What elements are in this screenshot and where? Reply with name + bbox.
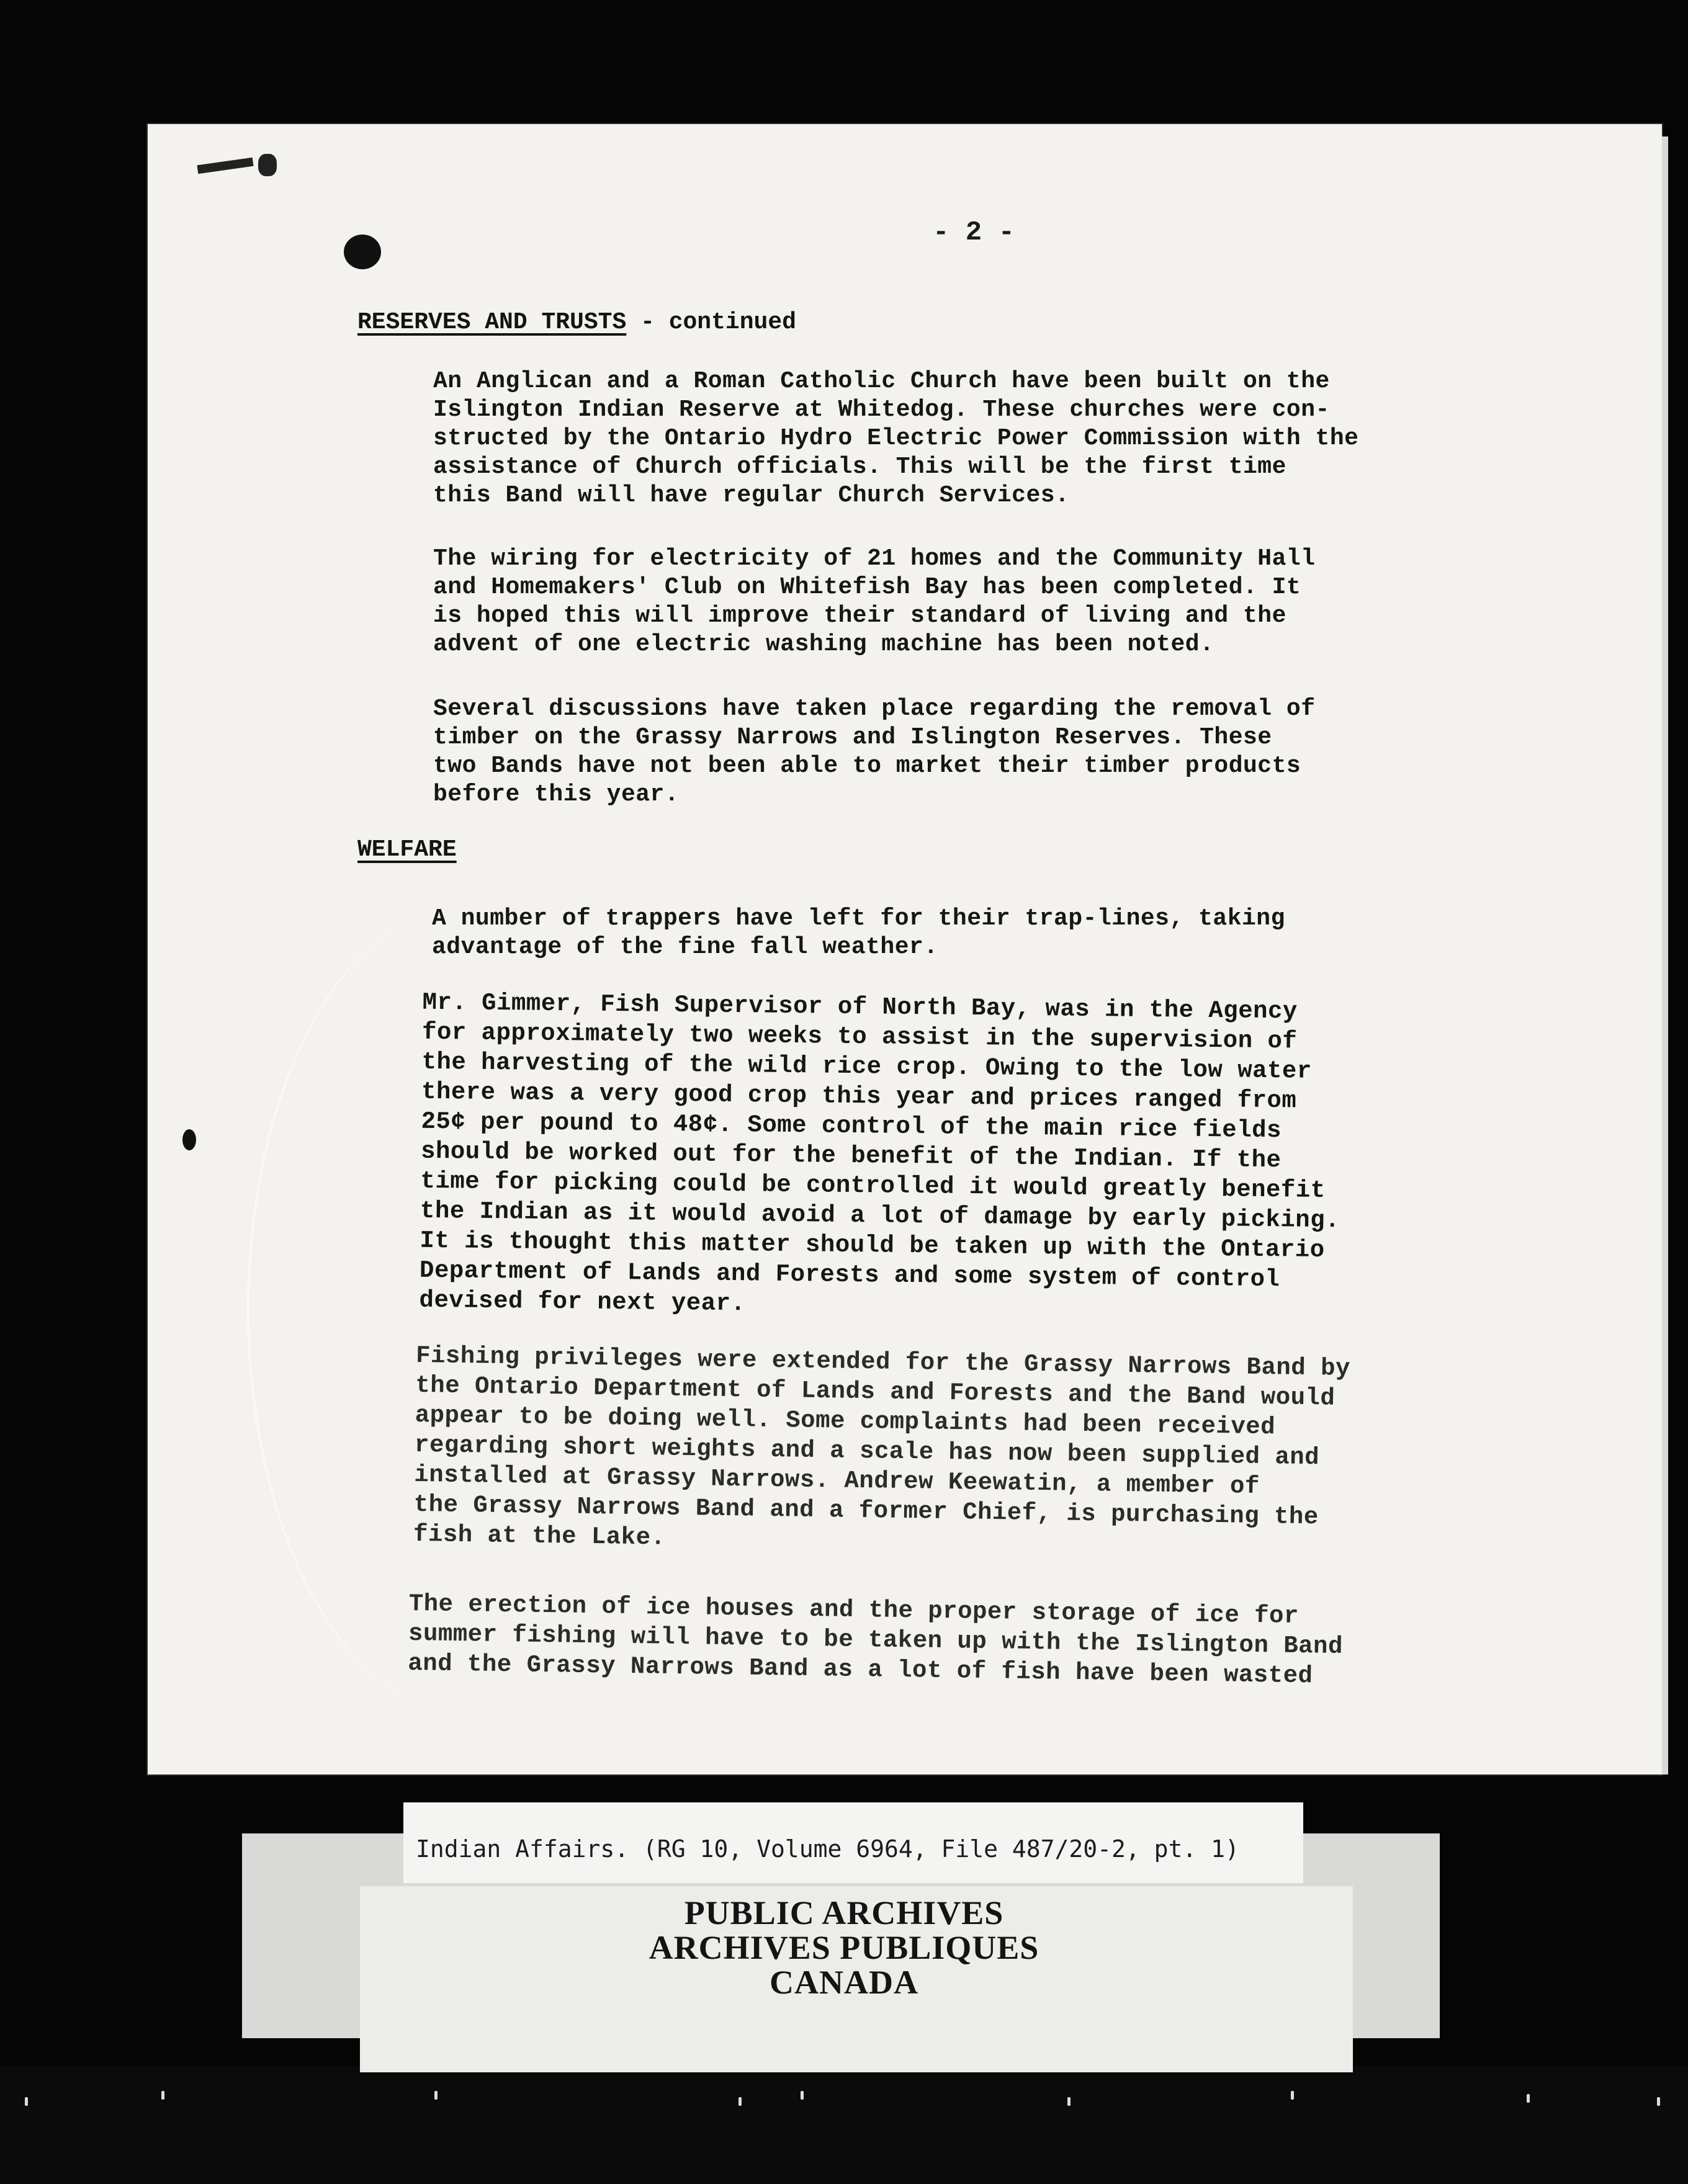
ink-smudge	[258, 154, 277, 176]
ink-smudge	[197, 158, 253, 174]
stamp-line: PUBLIC ARCHIVES	[684, 1894, 1004, 1931]
punch-hole	[344, 235, 381, 269]
heading-text: RESERVES AND TRUSTS	[357, 309, 627, 336]
stamp-line: ARCHIVES PUBLIQUES	[649, 1929, 1039, 1966]
paragraph: The wiring for electricity of 21 homes and the Community Hall and Homemakers' Club on Whitefish Bay has been completed. It is hoped this will improve their standard of living and the advent of one electric washing machine has been noted.	[433, 545, 1316, 658]
heading-suffix: - continued	[626, 309, 796, 336]
section-heading-reserves	[357, 309, 796, 336]
stamp-line: CANADA	[770, 1964, 918, 2001]
paragraph: An Anglican and a Roman Catholic Church have been built on the Islington Indian Reserve at Whitedog. These churches were con- structed by the Ontario Hydro Electric Power Commission with the assistance of Church officials. This will be the first time this Band will have regular Church Services.	[433, 368, 1359, 509]
paragraph: A number of trappers have left for their trap-lines, taking advantage of the fine fall weather.	[432, 905, 1285, 960]
heading-text: WELFARE	[357, 836, 457, 863]
page-number: - 2 -	[933, 217, 1015, 248]
film-border	[0, 2066, 1688, 2184]
section-heading-welfare	[357, 836, 457, 863]
punch-hole	[182, 1129, 196, 1150]
typed-page	[148, 124, 1662, 1774]
archive-reference: Indian Affairs. (RG 10, Volume 6964, File 487/20-2, pt. 1)	[416, 1835, 1239, 1863]
paragraph: Several discussions have taken place regarding the removal of timber on the Grassy Narrows and Islington Reserves. These two Bands have not been able to market their timber products before this year.	[433, 696, 1316, 808]
paragraph: Fishing privileges were extended for the Grassy Narrows Band by the Ontario Department of Lands and Forests and the Band would appear to be doing well. Some complaints had been received regarding short weights and a scale has now been supplied and installed at Grassy Narrows. Andrew Keewatin, a member of the Grassy Narrows Band and a former Chief, is purchasing the fish at the Lake.	[413, 1341, 1351, 1552]
paragraph: The erection of ice houses and the proper storage of ice for summer fishing will have to be taken up with the Islington Band and the Grassy Narrows Band as a lot of fish have been wasted	[408, 1590, 1344, 1690]
archive-stamp	[472, 1895, 1216, 2000]
paragraph: Mr. Gimmer, Fish Supervisor of North Bay, was in the Agency for approximately two weeks to assist in the supervision of the harvesting of the wild rice crop. Owing to the low water there was a very good crop this year and prices ranged from 25¢ per pound to 48¢. Some control of the main rice fields should be worked out for the benefit of the Indian. If the time for picking could be controlled it would greatly benefit the Indian as it would avoid a lot of damage by early picking. It is thought this matter should be taken up with the Ontario Department of Lands and Forests and some system of control devised for next year.	[419, 988, 1340, 1318]
